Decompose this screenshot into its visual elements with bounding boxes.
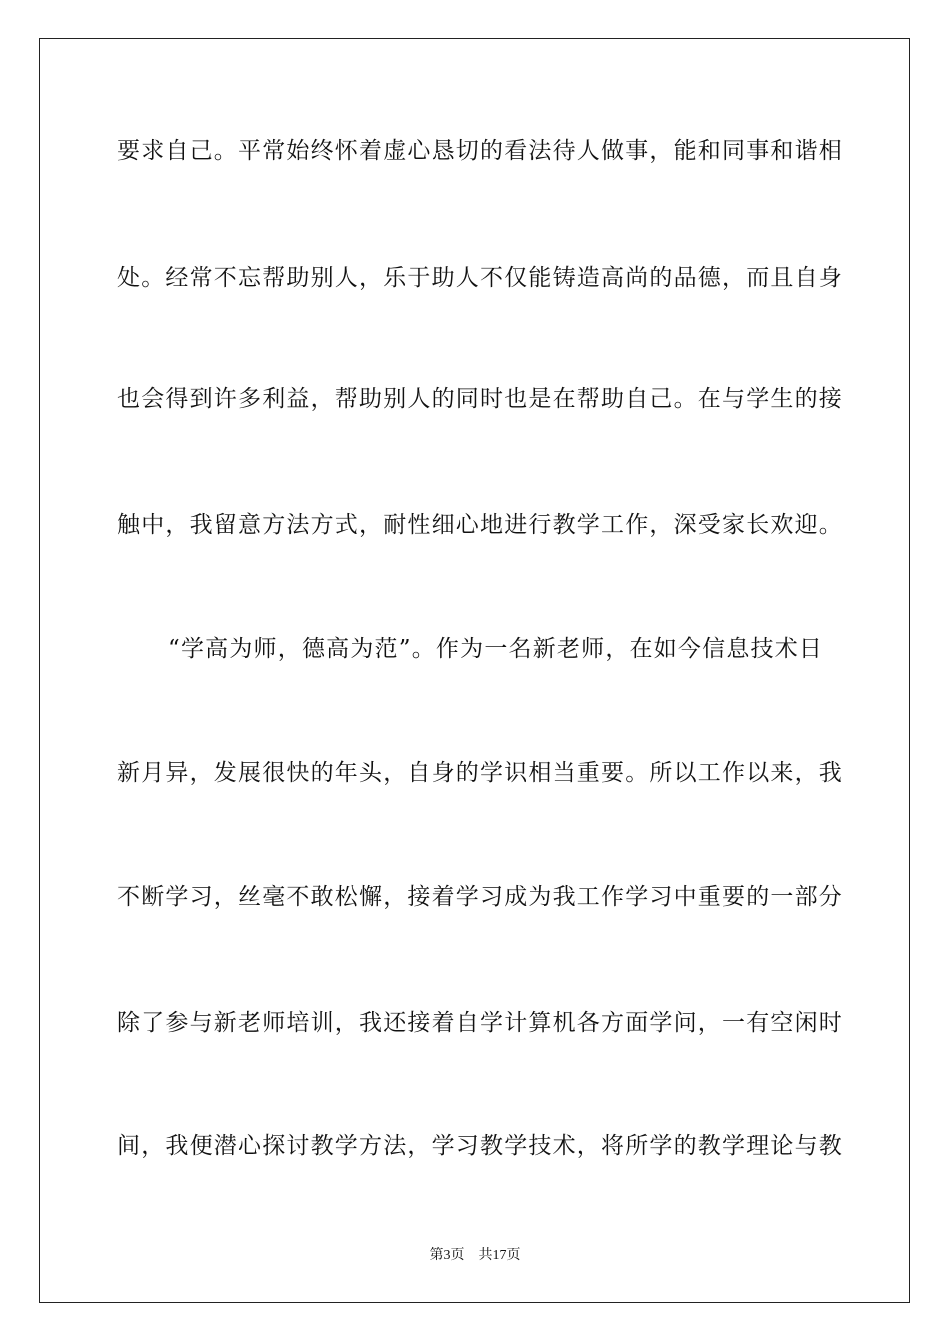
text-line-2: 处。经常不忘帮助别人，乐于助人不仅能铸造高尚的品德，而且自身 <box>117 265 843 291</box>
text-line-6: 新月异，发展很快的年头，自身的学识相当重要。所以工作以来，我 <box>117 760 843 786</box>
page-border <box>39 38 910 1303</box>
text-line-5-paragraph-start: “学高为师，德高为范”。作为一名新老师，在如今信息技术日 <box>168 636 824 662</box>
page-total: 共17页 <box>478 1248 521 1263</box>
page-number: 第3页 <box>429 1248 465 1263</box>
text-line-1: 要求自己。平常始终怀着虚心恳切的看法待人做事，能和同事和谐相 <box>117 138 843 164</box>
text-line-9: 间，我便潜心探讨教学方法，学习教学技术，将所学的教学理论与教 <box>117 1133 843 1159</box>
text-line-3: 也会得到许多利益，帮助别人的同时也是在帮助自己。在与学生的接 <box>117 386 843 412</box>
text-line-7: 不断学习，丝毫不敢松懈，接着学习成为我工作学习中重要的一部分 <box>117 884 843 910</box>
text-line-8: 除了参与新老师培训，我还接着自学计算机各方面学问，一有空闲时 <box>117 1010 843 1036</box>
text-line-4: 触中，我留意方法方式，耐性细心地进行教学工作，深受家长欢迎。 <box>117 512 843 538</box>
page-footer <box>0 1246 950 1266</box>
